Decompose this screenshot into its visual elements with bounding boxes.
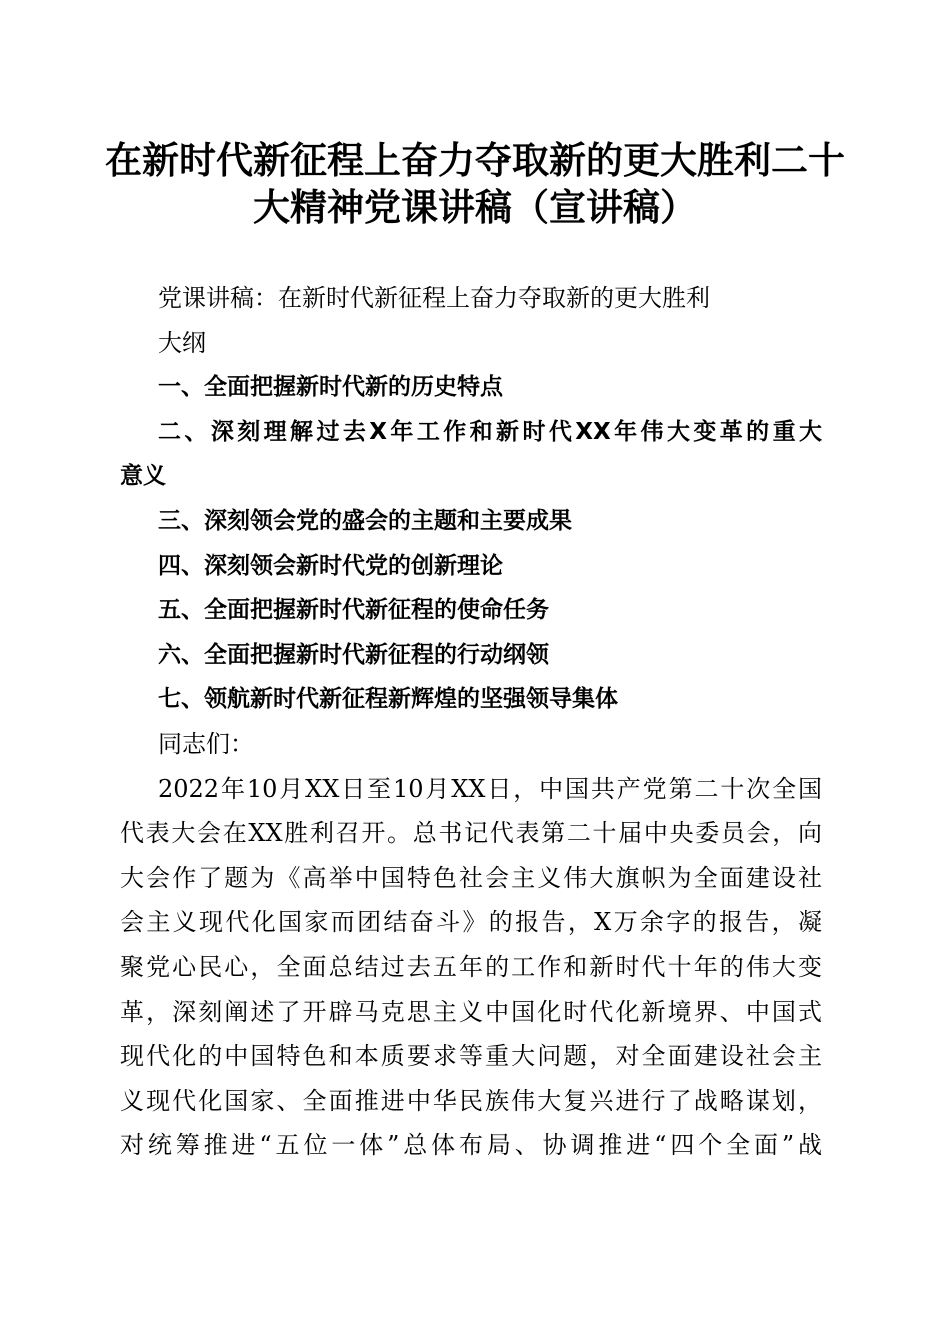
outline-item: 三、深刻领会党的盛会的主题和主要成果: [158, 507, 572, 534]
paragraph-line: 现代化的中国特色和本质要求等重大问题，对全面建设社会主: [120, 1042, 822, 1071]
paragraph-line: 义现代化国家、全面推进中华民族伟大复兴进行了战略谋划，: [120, 1086, 822, 1115]
outline-item: 二、深刻理解过去X年工作和新时代XX年伟大变革的重大: [158, 418, 822, 445]
outline-label: 大纲: [158, 328, 206, 357]
outline-item-continued: 意义: [120, 463, 166, 490]
outline-item: 七、领航新时代新征程新辉煌的坚强领导集体: [158, 686, 618, 713]
document-title-line-2: 大精神党课讲稿（宣讲稿）: [253, 185, 697, 229]
outline-item: 五、全面把握新时代新征程的使命任务: [158, 597, 549, 624]
paragraph-line: 2022年10月XX日至10月XX日，中国共产党第二十次全国: [158, 774, 822, 803]
greeting: 同志们：: [158, 729, 254, 758]
paragraph-line: 大会作了题为《高举中国特色社会主义伟大旗帜为全面建设社: [120, 863, 822, 892]
document-body: [120, 276, 822, 1168]
outline-item: 四、深刻领会新时代党的创新理论: [158, 552, 503, 579]
paragraph-line: 对统筹推进“五位一体”总体布局、协调推进“四个全面”战: [120, 1131, 822, 1160]
outline-item: 一、全面把握新时代新的历史特点: [158, 374, 503, 401]
paragraph-line: 代表大会在XX胜利召开。总书记代表第二十届中央委员会，向: [120, 819, 822, 848]
subtitle: 党课讲稿：在新时代新征程上奋力夺取新的更大胜利: [158, 284, 710, 312]
paragraph-line: 聚党心民心，全面总结过去五年的工作和新时代十年的伟大变: [120, 952, 822, 981]
document-title-line-1: 在新时代新征程上奋力夺取新的更大胜利二十: [105, 138, 845, 182]
outline-item: 六、全面把握新时代新征程的行动纲领: [158, 641, 549, 668]
paragraph-line: 革，深刻阐述了开辟马克思主义中国化时代化新境界、中国式: [120, 997, 822, 1026]
paragraph-line: 会主义现代化国家而团结奋斗》的报告，X万余字的报告，凝: [120, 908, 822, 937]
